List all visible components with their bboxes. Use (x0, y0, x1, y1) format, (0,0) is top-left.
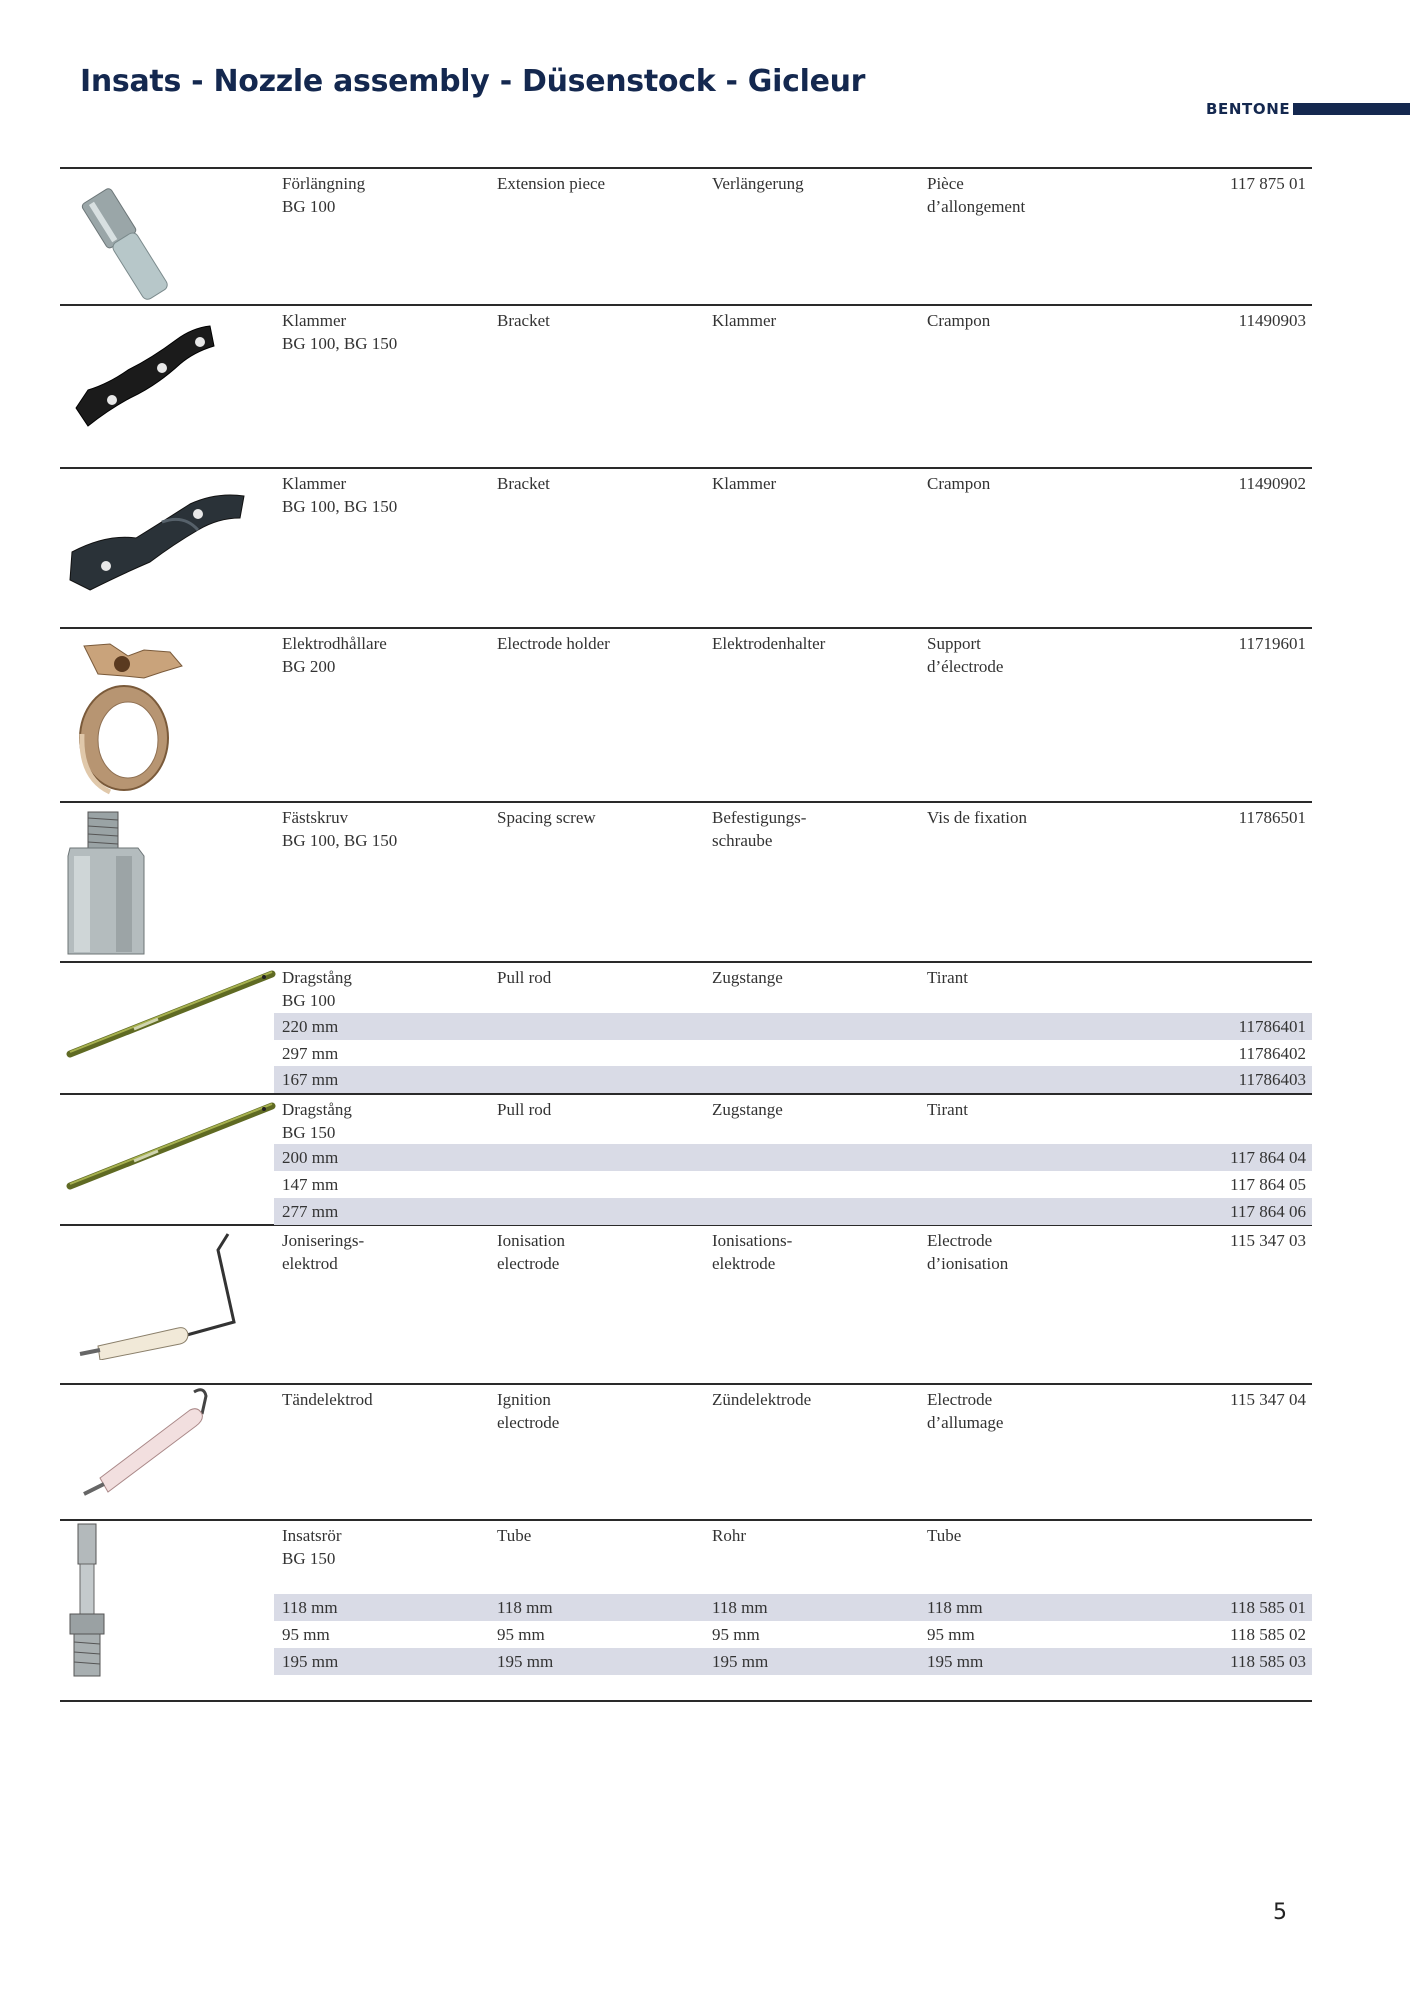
row-divider (60, 961, 1312, 963)
ignition-electrode-photo (78, 1388, 238, 1500)
name-de: Verlängerung (712, 174, 804, 193)
name-se: Tändelektrod (282, 1390, 373, 1409)
row-divider (60, 1093, 1312, 1095)
name-fr: Tirant (927, 968, 968, 987)
name-se: Klammer BG 100, BG 150 (282, 474, 398, 516)
name-de: Zugstange (712, 1100, 783, 1119)
name-de: Elektrodenhalter (712, 634, 826, 653)
name-se: Joniserings- elektrod (282, 1231, 365, 1273)
row-divider (60, 167, 1312, 169)
name-en: Pull rod (497, 968, 552, 987)
row-divider (60, 627, 1312, 629)
name-se: Insatsrör BG 150 (282, 1526, 342, 1568)
name-en: Bracket (497, 311, 550, 330)
article-number: 115 347 04 (1230, 1390, 1306, 1409)
bracket-photo (68, 312, 218, 430)
name-se: Elektrodhållare BG 200 (282, 634, 387, 676)
row-divider (60, 801, 1312, 803)
name-fr: Tube (927, 1526, 962, 1545)
tube-photo (62, 1522, 112, 1678)
article-number: 11719601 (1238, 634, 1306, 653)
article-number: 11490903 (1238, 311, 1306, 330)
name-en: Ionisation electrode (497, 1231, 565, 1273)
variant-row: 147 mm 117 864 05 (282, 1175, 1306, 1194)
name-fr: Pièce d’allongement (927, 174, 1026, 216)
name-en: Pull rod (497, 1100, 552, 1119)
name-fr: Crampon (927, 311, 991, 330)
name-de: Zündelektrode (712, 1390, 812, 1409)
name-se: Dragstång BG 100 (282, 968, 352, 1010)
variant-row: 200 mm 117 864 04 (274, 1144, 1312, 1171)
variant-row: 277 mm 117 864 06 (274, 1198, 1312, 1225)
brand-logo-text: BENTONE (1206, 100, 1291, 118)
name-en: Ignition electrode (497, 1390, 560, 1432)
row-divider (60, 1383, 1312, 1385)
row-divider (60, 1700, 1312, 1702)
page-title: Insats - Nozzle assembly - Düsenstock - Gicleur (80, 64, 866, 99)
name-fr: Electrode d’ionisation (927, 1231, 1009, 1273)
name-fr: Support d’électrode (927, 634, 1004, 676)
name-fr: Crampon (927, 474, 991, 493)
variant-row: 297 mm 11786402 (282, 1044, 1306, 1063)
article-number: 118 585 01 (1230, 1598, 1306, 1617)
name-se: Klammer BG 100, BG 150 (282, 311, 398, 353)
name-fr: Tirant (927, 1100, 968, 1119)
name-de: Klammer (712, 311, 777, 330)
variant-row: 95 mm 95 mm 95 mm 95 mm 118 585 02 (282, 1625, 1306, 1644)
name-fr: Vis de fixation (927, 808, 1028, 827)
name-se: Förlängning BG 100 (282, 174, 366, 216)
row-divider (60, 467, 1312, 469)
brand-bar (1293, 103, 1410, 115)
article-number: 117 875 01 (1230, 174, 1306, 193)
row-divider (60, 1519, 1312, 1521)
article-number: 117 864 05 (1230, 1175, 1306, 1194)
spacing-screw-photo (64, 808, 148, 958)
name-en: Electrode holder (497, 634, 610, 653)
name-en: Tube (497, 1526, 532, 1545)
ionisation-electrode-photo (78, 1230, 242, 1360)
electrode-holder-photo (70, 638, 188, 796)
name-en: Bracket (497, 474, 550, 493)
row-divider (60, 304, 1312, 306)
article-number: 11786501 (1238, 808, 1306, 827)
name-de: Befestigungs- schraube (712, 808, 807, 850)
name-de: Ionisations- elektrode (712, 1231, 793, 1273)
article-number: 118 585 02 (1230, 1625, 1306, 1644)
article-number: 117 864 06 (1230, 1202, 1306, 1221)
extension-piece-photo (66, 176, 201, 301)
name-en: Extension piece (497, 174, 606, 193)
name-se: Dragstång BG 150 (282, 1100, 352, 1142)
article-number: 11786401 (1238, 1017, 1306, 1036)
name-de: Rohr (712, 1526, 746, 1545)
variant-row: 118 mm 118 mm 118 mm 118 mm 118 585 01 (274, 1594, 1312, 1621)
page-number: 5 (1273, 1900, 1287, 1925)
article-number: 118 585 03 (1230, 1652, 1306, 1671)
name-de: Klammer (712, 474, 777, 493)
name-se: Fästskruv BG 100, BG 150 (282, 808, 398, 850)
name-fr: Electrode d’allumage (927, 1390, 1004, 1432)
variant-row: 167 mm 11786403 (274, 1066, 1312, 1093)
bracket-photo (66, 474, 246, 598)
variant-row: 195 mm 195 mm 195 mm 195 mm 118 585 03 (274, 1648, 1312, 1675)
article-number: 115 347 03 (1230, 1231, 1306, 1250)
article-number: 11490902 (1238, 474, 1306, 493)
article-number: 11786403 (1238, 1070, 1306, 1089)
name-de: Zugstange (712, 968, 783, 987)
name-en: Spacing screw (497, 808, 596, 827)
pull-rod-photo (64, 1098, 278, 1194)
article-number: 117 864 04 (1230, 1148, 1306, 1167)
pull-rod-photo (64, 966, 278, 1062)
article-number: 11786402 (1238, 1044, 1306, 1063)
variant-row: 220 mm 11786401 (274, 1013, 1312, 1040)
